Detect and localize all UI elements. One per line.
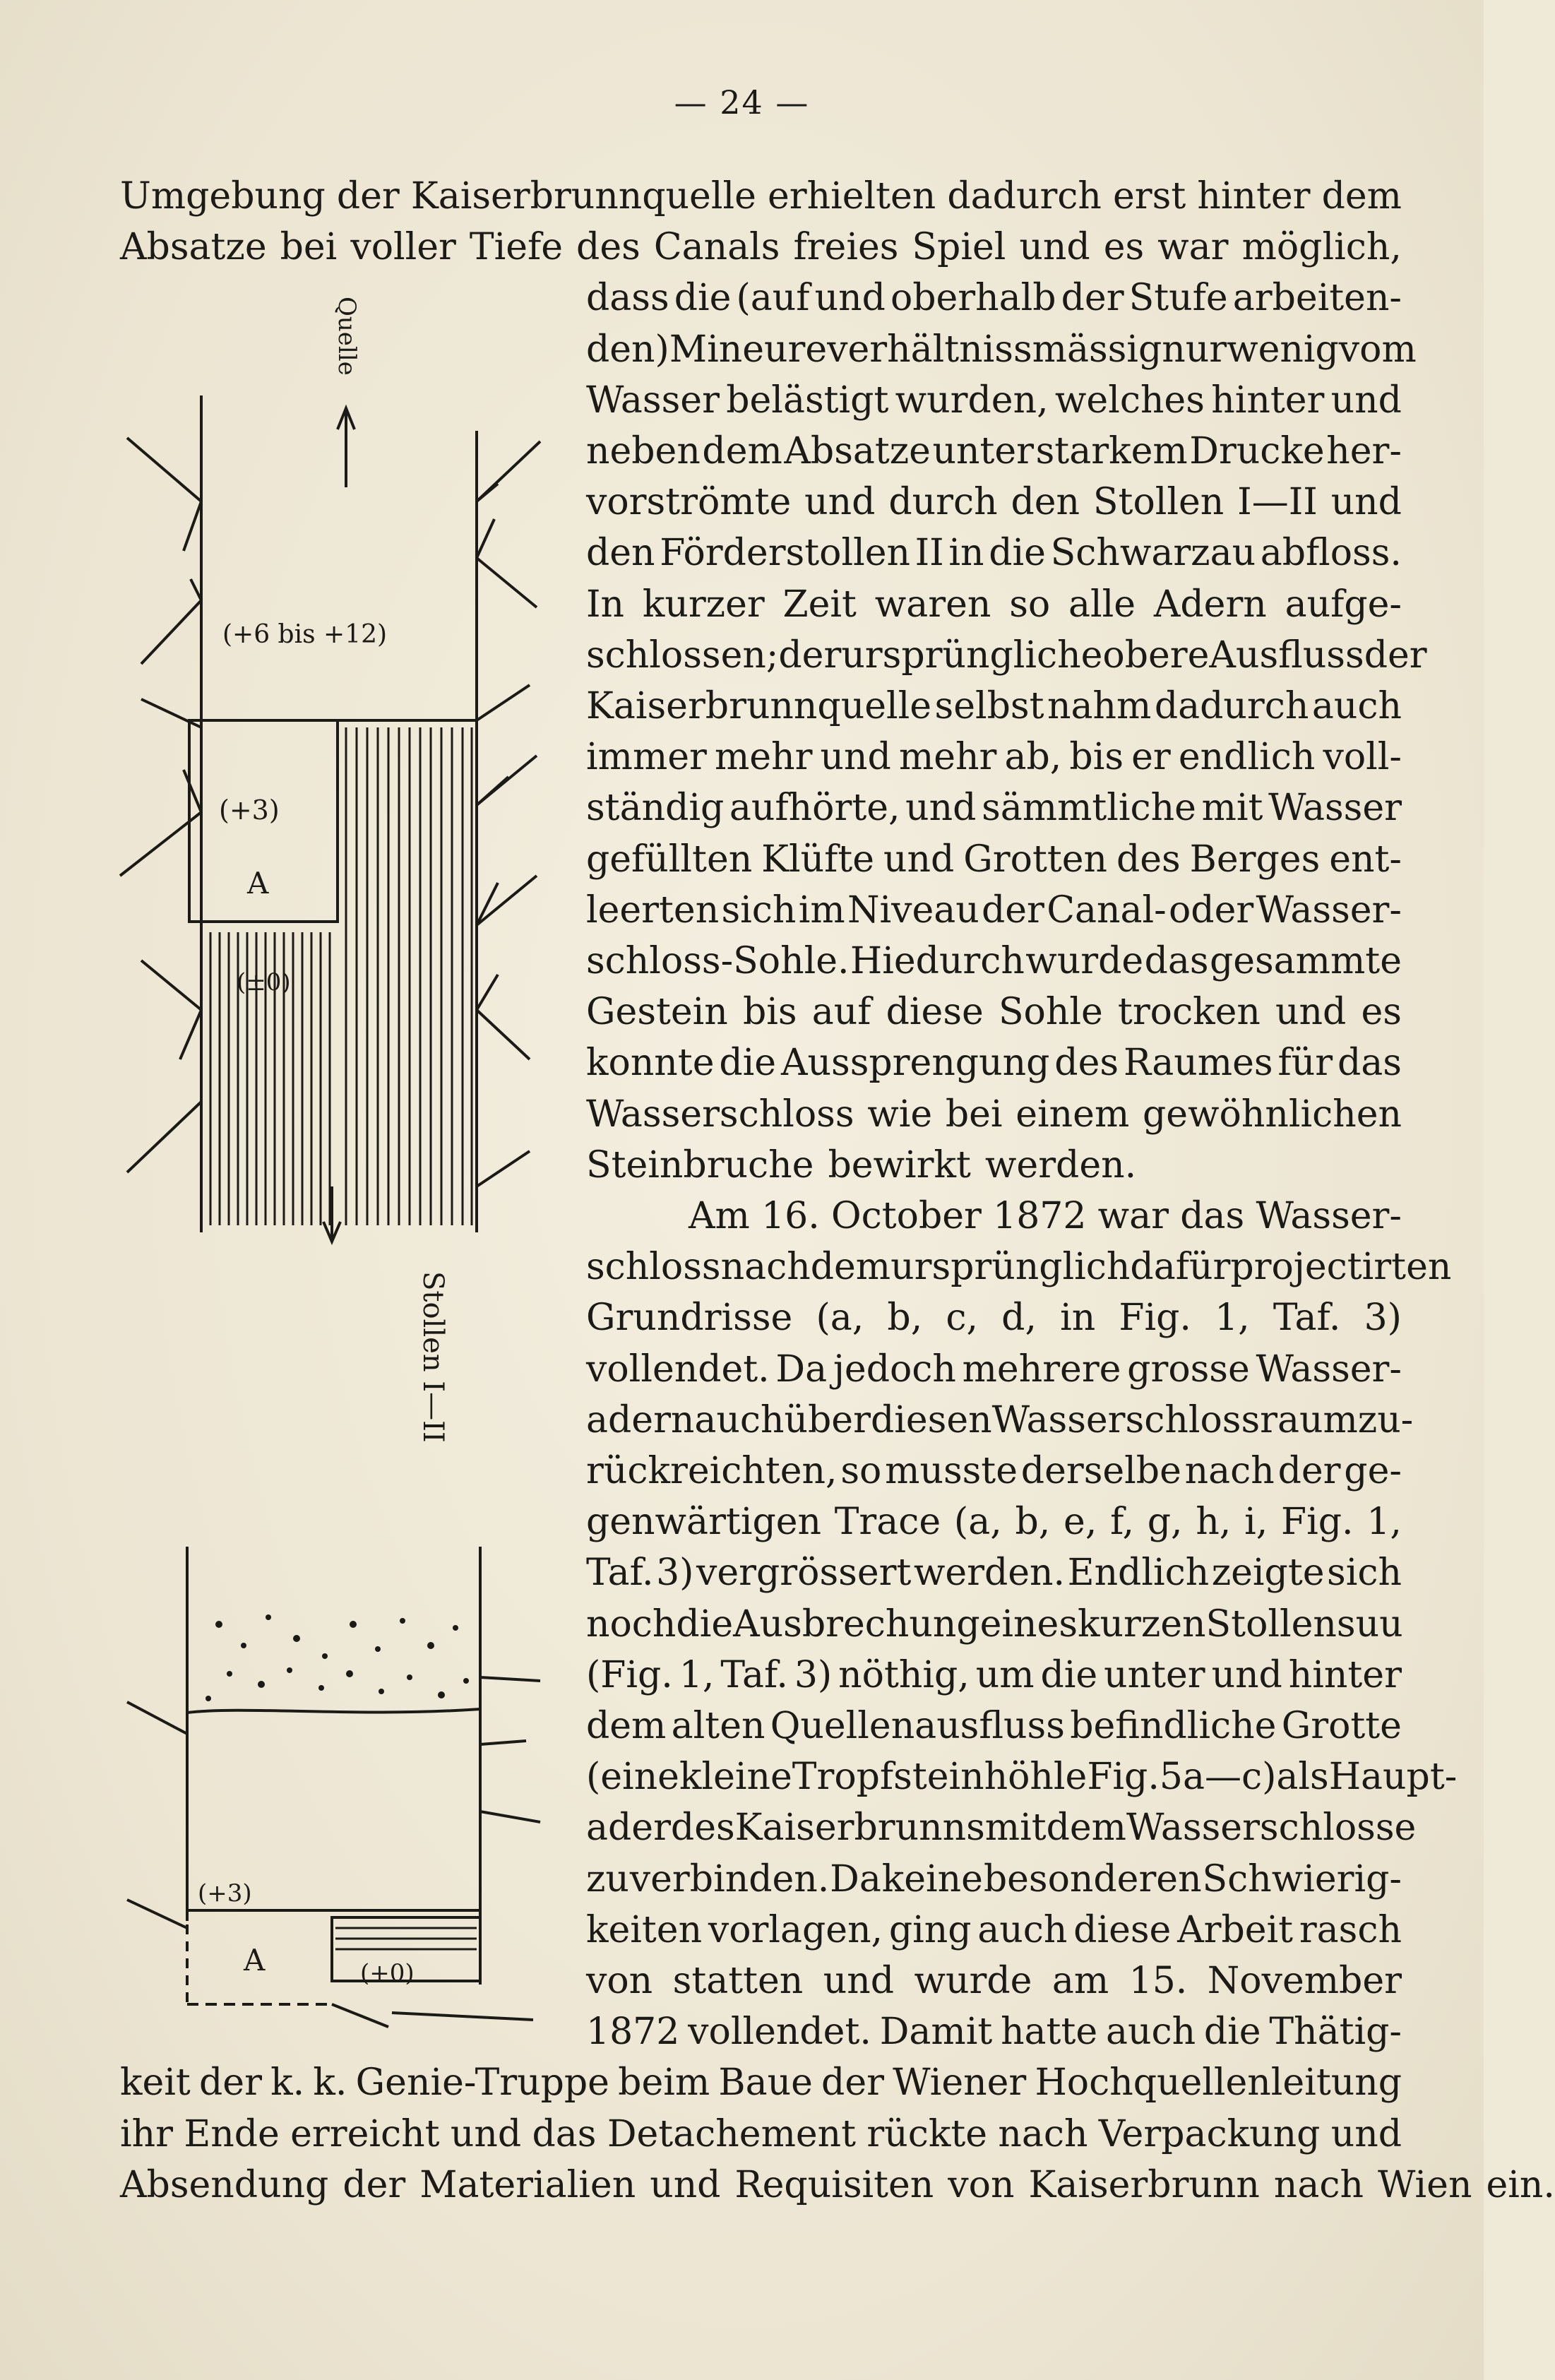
text-line: Absendung der Materialien und Requisiten von Kaiserbrunn nach Wien ein. [120,2163,1555,2206]
text-line: leerten sich im Niveau der Canal- oder Wasser- [586,888,1402,932]
text-line: genwärtigen Trace (a, b, e, f, g, h, i, Fig. 1, [586,1501,1402,1544]
text-line: Steinbruche bewirkt werden. [586,1143,1137,1186]
text-line: (Fig. 1, Taf. 3) nöthig, um die unter und hinter [586,1653,1402,1696]
text-line: den) Mineure verhältnissmässig nur wenig vom [586,328,1417,371]
label-quelle: Quelle [333,297,361,376]
text-line: Umgebung der Kaiserbrunnquelle erhielten dadurch erst hinter dem [120,175,1402,218]
debris-dots [205,1614,469,1701]
text-line: immer mehr und mehr ab, bis er endlich voll- [586,736,1402,779]
text-line: schlossen; der ursprüngliche obere Ausfluss der [586,633,1427,677]
label-plus3: (+3) [219,795,280,826]
text-line: vorströmte und durch den Stollen I—II und [586,481,1402,524]
right-fissures [477,441,540,1186]
label-plus3: (+3) [198,1879,252,1908]
text-line: rückreichten, so musste derselbe nach der ge- [586,1450,1402,1492]
debris-floor [187,1709,480,1713]
page-number: — 24 — [674,83,810,121]
text-line: Absatze bei voller Tiefe des Canals freies Spiel und es war möglich, [120,226,1402,269]
text-line: keit der k. k. Genie-Truppe beim Baue der Wiener Hochquellenleitung [120,2061,1402,2105]
text-line: adern auch über diesen Wasserschlossraum zu- [586,1398,1414,1441]
text-line: ständig aufhörte, und sämmtliche mit Wasser [586,787,1402,830]
text-line: Wasserschloss wie bei einem gewöhnlichen [586,1093,1402,1136]
text-line: zu verbinden. Da keine besonderen Schwierig- [586,1857,1402,1900]
text-line: dass die (auf und oberhalb der Stufe arbeiten- [586,277,1402,320]
figure-upper-section [113,268,565,1441]
text-line: ihr Ende erreicht und das Detachement rückte nach Verpackung und [120,2112,1402,2155]
label-zero-level: (+0) [360,1959,415,1987]
text-line: von statten und wurde am 15. November [586,1960,1402,2002]
text-line: dem alten Quellenausfluss befindliche Grotte [586,1705,1402,1747]
label-chamber-a: A [244,1943,266,1977]
text-line: noch die Ausbrechung eines kurzen Stollens uu [586,1602,1403,1646]
text-line: den Förderstollen II in die Schwarzau abfloss. [586,532,1402,575]
text-line: vollendet. Da jedoch mehrere grosse Wasser- [586,1347,1402,1391]
label-zero-level: (±0) [237,968,291,996]
text-line: In kurzer Zeit waren so alle Adern aufge- [586,583,1402,626]
text-line: neben dem Absatze unter starkem Drucke her- [586,430,1402,472]
text-line: (eine kleine Tropfsteinhöhle Fig. 5a—c) als Haupt- [586,1756,1458,1799]
text-line: schloss-Sohle. Hiedurch wurde das gesammte [586,940,1402,982]
text-line: schloss nach dem ursprünglich dafür projectirten [586,1246,1452,1289]
text-line: Am 16. October 1872 war das Wasser- [689,1195,1402,1237]
text-line: Grundrisse (a, b, c, d, in Fig. 1, Taf. 3) [586,1297,1402,1340]
text-line: 1872 vollendet. Damit hatte auch die Thätig- [586,2011,1402,2054]
text-line: gefüllten Klüfte und Grotten des Berges ent- [586,838,1402,881]
text-line: Wasser belästigt wurden, welches hinter und [586,379,1402,422]
text-line: Kaiserbrunnquelle selbst nahm dadurch auch [586,685,1402,727]
text-line: keiten vorlagen, ging auch diese Arbeit rasch [586,1908,1402,1951]
label-stollen: Stollen I—II [417,1271,449,1443]
label-chamber-a: A [247,866,269,900]
label-range: (+6 bis +12) [222,620,388,649]
text-line: ader des Kaiserbrunns mit dem Wasserschlosse [586,1807,1417,1850]
figure-lower-section [120,1533,558,2055]
text-line: konnte die Aussprengung des Raumes für das [586,1042,1402,1085]
text-line: Gestein bis auf diese Sohle trocken und es [586,991,1402,1034]
text-line: Taf. 3) vergrössert werden. Endlich zeigte sich [586,1552,1402,1595]
